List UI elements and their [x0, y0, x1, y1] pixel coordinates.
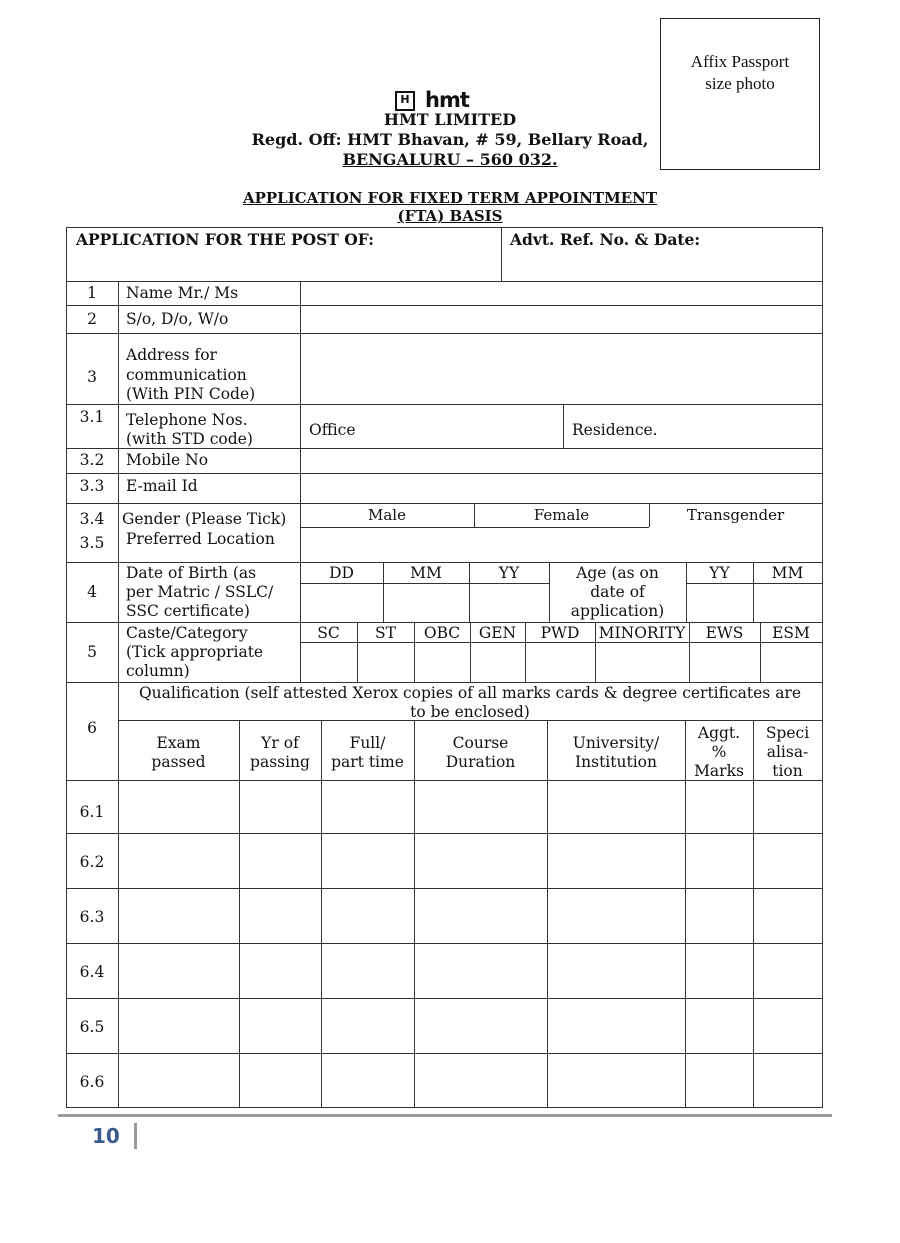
qual-row-num: 6.5 — [79, 1018, 105, 1036]
advt-ref-label: Advt. Ref. No. & Date: — [510, 230, 701, 249]
form-title: APPLICATION FOR FIXED TERM APPOINTMENT (FTA) BASIS — [242, 189, 658, 225]
page-number-divider — [134, 1123, 137, 1149]
age-mm-header: MM — [771, 564, 804, 582]
exam-header-line1: Exam — [156, 734, 201, 752]
caste-minority-option[interactable]: MINORITY — [598, 624, 686, 642]
qual-row-num: 6.2 — [79, 853, 105, 871]
email-field[interactable] — [301, 474, 822, 503]
dob-yy-header: YY — [498, 564, 520, 582]
aggt-header-line2: % — [711, 743, 727, 761]
address-label-line3: (With PIN Code) — [126, 385, 256, 403]
advt-ref-field[interactable] — [502, 252, 822, 280]
qual-row-num: 6.6 — [79, 1073, 105, 1091]
dob-label-line1: Date of Birth (as — [126, 564, 257, 582]
university-header-line1: University/ — [572, 734, 660, 752]
age-label-line3: application) — [570, 602, 665, 620]
qual-row-num: 6.4 — [79, 963, 105, 981]
photo-box-line2: size photo — [705, 74, 775, 93]
photo-box — [660, 18, 820, 170]
spec-header-line1: Speci — [765, 724, 810, 742]
relation-label: S/o, D/o, W/o — [126, 310, 229, 328]
caste-gen-option[interactable]: GEN — [478, 624, 517, 642]
qual-row-num: 6.3 — [79, 908, 105, 926]
gender-transgender-option[interactable]: Transgender — [686, 506, 785, 524]
company-address: Regd. Off: HMT Bhavan, # 59, Bellary Road, — [251, 130, 649, 149]
fullpart-header-line2: part time — [331, 753, 404, 771]
company-logo — [395, 88, 469, 112]
gender-female-option[interactable]: Female — [533, 506, 590, 524]
logo-text: hmt — [425, 88, 469, 112]
qual-row-num: 6.1 — [79, 803, 105, 821]
caste-obc-option[interactable]: OBC — [423, 624, 461, 642]
caste-label-line3: column) — [126, 662, 190, 680]
row-num: 3.2 — [79, 451, 105, 469]
aggt-header-line3: Marks — [694, 762, 744, 780]
row-num: 5 — [87, 643, 97, 661]
university-header-line2: Institution — [575, 753, 657, 771]
row-num: 3.5 — [79, 534, 105, 552]
age-label-line2: date of — [590, 583, 645, 601]
dob-dd-field[interactable] — [301, 584, 383, 622]
spec-header-line3: tion — [772, 762, 803, 780]
office-label: Office — [309, 421, 356, 439]
caste-pwd-option[interactable]: PWD — [540, 624, 580, 642]
dob-mm-field[interactable] — [384, 584, 469, 622]
row-num: 3 — [87, 368, 97, 386]
course-header-line1: Course — [452, 734, 509, 752]
post-label: APPLICATION FOR THE POST OF: — [76, 230, 374, 249]
company-name: HMT LIMITED — [383, 110, 517, 129]
year-header-line2: passing — [250, 753, 310, 771]
age-mm-field[interactable] — [754, 584, 822, 622]
mobile-label: Mobile No — [126, 451, 209, 469]
telephone-label-line2: (with STD code) — [126, 430, 253, 448]
dob-mm-header: MM — [410, 564, 442, 582]
email-label: E-mail Id — [126, 477, 198, 495]
age-yy-header: YY — [709, 564, 730, 582]
qualification-note-line1: Qualification (self attested Xerox copies of all marks cards & degree certificates are — [138, 684, 802, 702]
photo-box-line1: Affix Passport — [690, 52, 790, 71]
row-num: 6 — [87, 719, 97, 737]
address-label-line2: communication — [126, 366, 247, 384]
row-num: 2 — [87, 310, 97, 328]
dob-label-line3: SSC certificate) — [126, 602, 250, 620]
age-yy-field[interactable] — [687, 584, 753, 622]
name-field[interactable] — [301, 282, 822, 305]
row-num: 3.3 — [79, 477, 105, 495]
caste-esm-option[interactable]: ESM — [772, 624, 810, 642]
gender-male-option[interactable]: Male — [368, 506, 406, 524]
residence-label: Residence. — [572, 421, 658, 439]
caste-ews-option[interactable]: EWS — [705, 624, 744, 642]
row-num: 1 — [87, 284, 97, 302]
age-label-line1: Age (as on — [576, 564, 659, 582]
row-num: 4 — [87, 583, 97, 601]
logo-mark-icon: H — [395, 91, 415, 111]
row-num: 3.1 — [79, 408, 105, 426]
post-field[interactable] — [67, 252, 500, 280]
location-label: Preferred Location — [126, 530, 275, 548]
exam-header-line2: passed — [151, 753, 206, 771]
caste-st-option[interactable]: ST — [375, 624, 396, 642]
office-phone-field[interactable] — [360, 405, 562, 448]
dob-yy-field[interactable] — [470, 584, 549, 622]
course-header-line2: Duration — [445, 753, 516, 771]
qualification-note-line2: to be enclosed) — [410, 703, 530, 721]
footer-rule — [58, 1114, 832, 1117]
dob-dd-header: DD — [329, 564, 354, 582]
dob-label-line2: per Matric / SSLC/ — [126, 583, 274, 601]
address-field[interactable] — [301, 334, 822, 404]
location-field[interactable] — [301, 528, 822, 562]
relation-field[interactable] — [301, 306, 822, 333]
company-city: BENGALURU – 560 032. — [342, 150, 558, 169]
row-num: 3.4 — [79, 510, 105, 528]
residence-phone-field[interactable] — [665, 405, 822, 448]
aggt-header-line1: Aggt. — [697, 724, 741, 742]
caste-sc-option[interactable]: SC — [317, 624, 340, 642]
address-label-line1: Address for — [126, 346, 217, 364]
telephone-label-line1: Telephone Nos. — [126, 411, 248, 429]
mobile-field[interactable] — [301, 449, 822, 473]
gender-label: Gender (Please Tick) — [122, 510, 287, 528]
page-number: 10 — [92, 1124, 120, 1148]
fullpart-header-line1: Full/ — [349, 734, 386, 752]
caste-label-line2: (Tick appropriate — [126, 643, 264, 661]
spec-header-line2: alisa- — [766, 743, 809, 761]
caste-label-line1: Caste/Category — [126, 624, 248, 642]
name-label: Name Mr./ Ms — [126, 284, 239, 302]
year-header-line1: Yr of — [261, 734, 299, 752]
